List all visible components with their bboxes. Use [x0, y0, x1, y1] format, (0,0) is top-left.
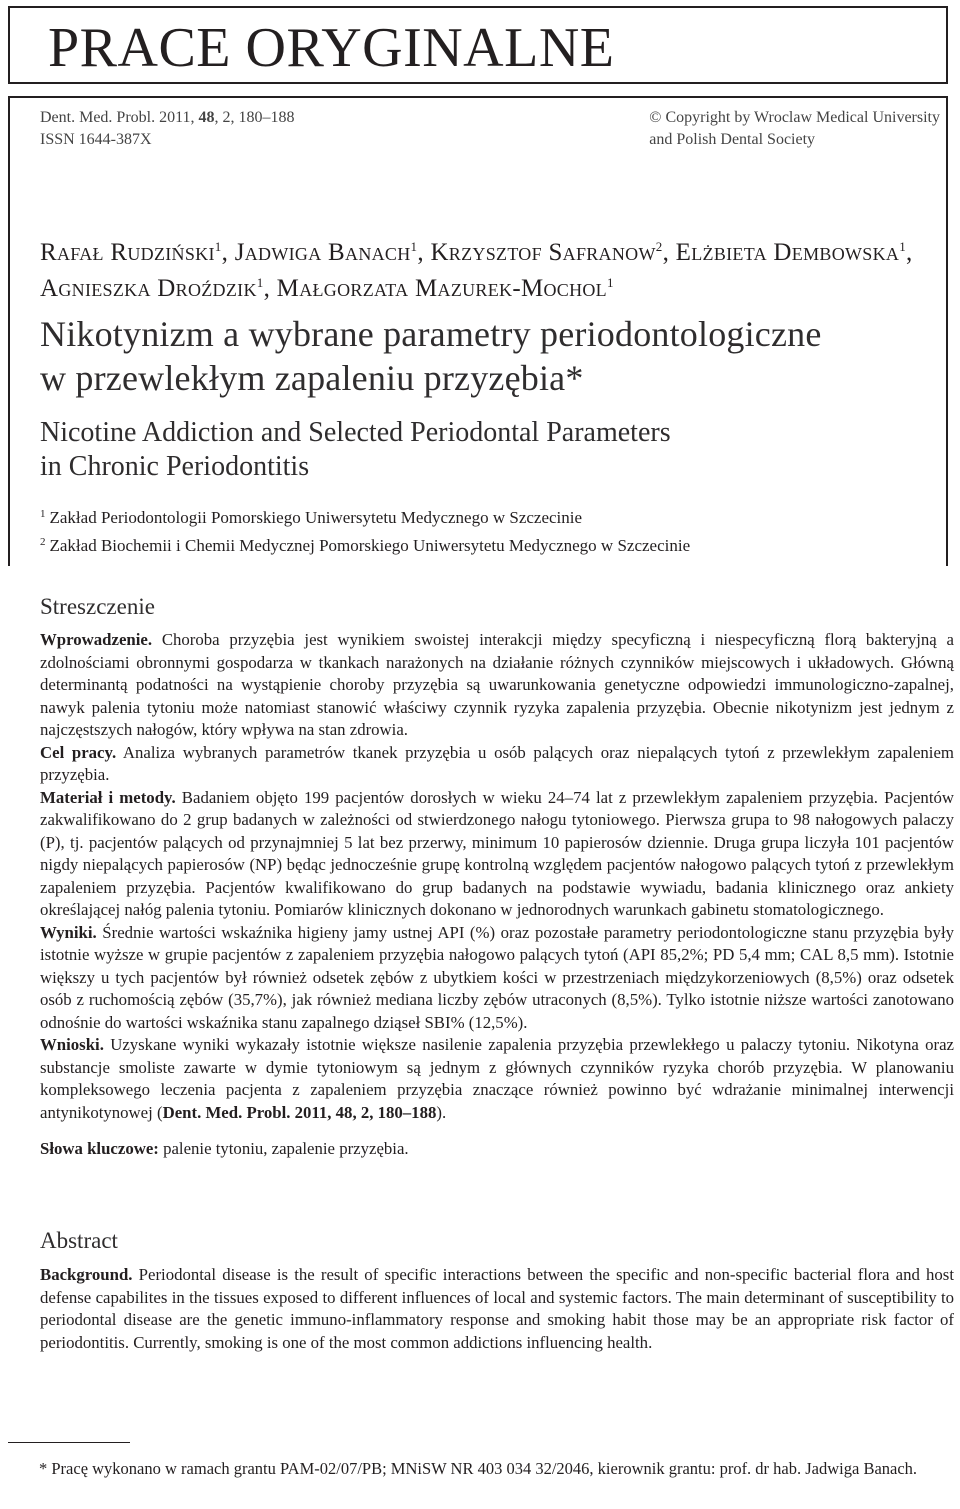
issn: ISSN 1644-387X — [40, 131, 152, 148]
footnote: * Pracę wykonano w ramach grantu PAM-02/07/PB; MNiSW NR 403 034 32/2046, kierownik grantu: prof. dr hab. Jadwiga Banach. — [39, 1459, 918, 1478]
article-title-english: Nicotine Addiction and Selected Periodontal Parameters in Chronic Periodontitis — [40, 417, 671, 482]
journal-line: Dent. Med. Probl. 2011, — [40, 109, 199, 126]
conclusions-paragraph: Wnioski. Uzyskane wyniki wykazały istotnie większe nasilenie zapalenia przyzębia przewlekłego u palaczy tytoniu. Nikotyna oraz substancje smoliste zawarte w dymie tytoniowym są jednym z głównych czynników ryzyka chorób przyzębia. W planowaniu kompleksowego leczenia pacjenta z zapaleniem przyzębia znaczące również powinno być wdrażanie minimalnej interwencji antynikotynowej (Dent. Med. Probl. 2011, 48, 2, 180–188). — [40, 1035, 954, 1122]
journal-volume: 48 — [198, 109, 215, 126]
intro-paragraph: Wprowadzenie. Choroba przyzębia jest wynikiem swoistej interakcji między specyficzną i niespecyficzną florą bakteryjną a zdolnościami obronnymi gospodarza w tkankach narażonych na działanie różnych czynników miejscowych i układowych. Główną determinantą podatności na wystąpienie choroby przyzębia są uwarunkowania genetyczne odpowiedzi immunologiczno-zapalnej, nawyk palenia tytoniu może natomiast stanowić właściwy czynnik ryzyka zapalenia przyzębia. Obecnie nikotynizm jest jednym z najczęstszych nałogów, który wpływa na stan zdrowia. — [40, 630, 954, 739]
author: Jadwiga Banach$^1$, — [234, 239, 431, 266]
background-paragraph: Background. Periodontal disease is the result of specific interactions between the specific and non-specific bacterial flora and host defense capabilites in the tissues exposed to different influences of local and systemic factors. The main determinant of susceptibility to periodontal disease are the genetic immuno-inflammatory response and smoking habit those may be an appropriate risk factor of periodontitis. Currently, smoking is one of the most common addictions influencing health. — [40, 1265, 954, 1352]
copyright-info — [649, 107, 940, 151]
footnote-rule — [8, 1442, 130, 1443]
section-title: PRACE ORYGINALNE — [48, 17, 615, 79]
author: Elżbieta Dembowska$^1$, — [675, 239, 913, 266]
copyright-line-1: © Copyright by Wroclaw Medical University — [649, 109, 940, 126]
abstract-body — [40, 1264, 954, 1354]
affiliation-item: $^2$ Zakład Biochemii i Chemii Medycznej Pomorskiego Uniwersytetu Medycznego w Szczecinie — [40, 536, 691, 555]
author: Krzysztof Safranow$^2$, — [430, 239, 676, 266]
streszczenie-heading: Streszczenie — [40, 594, 155, 619]
streszczenie-body — [40, 629, 954, 1161]
citation: Dent. Med. Probl. 2011, 48, 2, 180–188 — [162, 1102, 437, 1122]
aim-paragraph: Cel pracy. Analiza wybranych parametrów tkanek przyzębia u osób palących oraz niepalących tytoń z przewlekłym zapaleniem przyzębia. — [40, 742, 954, 784]
results-paragraph: Wyniki. Średnie wartości wskaźnika higieny jamy ustnej API (%) oraz pozostałe parametry periodontologiczne stanu przyzębia były istotnie wyższe w grupie pacjentów z zapaleniem przyzębia nałogowo palących tytoń (API 85,2%; PD 5,4 mm; CAL 8,5 mm). Istotnie większy u tych pacjentów był również odsetek zębów z ubytkiem kości w przestrzeniach międzykorzeniowych (8,5%) oraz odsetek osób z ruchomością zębów (35,7%), jak również mediana liczby zębów utraconych (8,5%). Tylko istotnie niższe wartości zanotowano odnośnie do wartości wskaźnika stanu zapalnego dziąseł SBI% (12,5%). — [40, 922, 954, 1032]
author-list — [40, 232, 940, 304]
article-title-polish: Nikotynizm a wybrane parametry periodontologiczne w przewlekłym zapaleniu przyzębia* — [40, 314, 822, 398]
abstract-heading: Abstract — [40, 1228, 118, 1253]
author: Rafał Rudziński$^1$, — [40, 239, 235, 266]
keywords: Słowa kluczowe: palenie tytoniu, zapalenie przyzębia. — [40, 1139, 409, 1158]
author: Agnieszka Droździk$^1$, — [40, 275, 277, 302]
journal-info — [40, 107, 295, 151]
author: Małgorzata Mazurek-Mochol$^1$ — [276, 275, 614, 302]
affiliations — [40, 502, 940, 558]
affiliation-item: $^1$ Zakład Periodontologii Pomorskiego Uniwersytetu Medycznego w Szczecinie — [40, 508, 583, 527]
section-header-box — [8, 6, 948, 84]
methods-paragraph: Materiał i metody. Badaniem objęto 199 pacjentów dorosłych w wieku 24–74 lat z przewlekłym zapaleniem przyzębia. Pacjentów zakwalifikowano do 2 grup badanych w zależności od stwierdzonego nałogu tytoniowego. Pierwsza grupa to 98 nałogowych palaczy (P), tj. pacjentów palących od przynajmniej 5 lat bez przerwy, minimum 10 papierosów dziennie. Druga grupa liczyła 101 pacjentów nigdy niepalących papierosów (NP) będąc jednocześnie grupę kontrolną względem pacjentów nałogowo palących tytoń z przewlekłym zapaleniem przyzębia. Pacjentów kwalifikowano do grup badanych na podstawie wywiadu, badania klinicznego oraz ankiety określającej nałóg palenia tytoniu. Pomiarów klinicznych dokonano w jednorodnych warunkach gabinetu stomatologicznego. — [40, 787, 954, 919]
copyright-line-2: and Polish Dental Society — [649, 131, 816, 148]
journal-issue-pages: , 2, 180–188 — [214, 109, 295, 126]
